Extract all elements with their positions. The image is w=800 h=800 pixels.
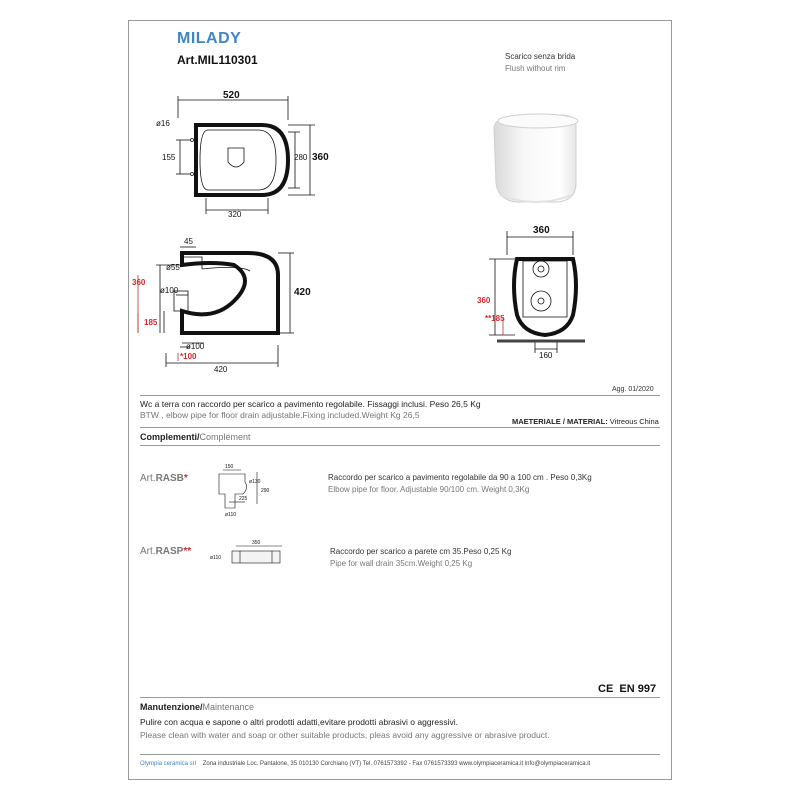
accessory-prefix: Art. <box>140 473 156 484</box>
dim-front-height: 360 <box>477 296 491 305</box>
update-date: Agg. 01/2020 <box>612 386 654 393</box>
dim-floor-dist: *100 <box>180 352 197 361</box>
complementi-heading <box>140 432 251 442</box>
accessory-rasp-code <box>140 546 191 557</box>
complementi-it: Complementi/ <box>140 432 200 442</box>
dim-front-width: 360 <box>533 225 550 236</box>
accessory-rasb-code <box>140 473 188 484</box>
maintenance-it: Pulire con acqua e sapone o altri prodotti adatti,evitare prodotti abrasivi o aggressivi. <box>140 717 458 727</box>
divider <box>140 697 660 698</box>
dim-width: 520 <box>223 90 240 101</box>
dim-front-base: 160 <box>539 351 553 360</box>
certification <box>598 683 656 695</box>
en-standard: EN 997 <box>619 683 657 695</box>
rasb-drawing <box>205 460 285 522</box>
dim-depth-outer: 360 <box>312 152 329 163</box>
rasb-desc-it: Raccordo per scarico a pavimento regolabile da 90 a 100 cm . Peso 0,3Kg <box>328 473 592 482</box>
dim-hole-spacing: 155 <box>162 153 176 162</box>
divider <box>140 427 660 428</box>
rasp-dim-b: ø110 <box>210 555 222 561</box>
material <box>512 417 659 426</box>
rasb-dim-a: 150 <box>225 464 234 470</box>
divider <box>140 395 660 396</box>
dim-length: 420 <box>214 365 228 374</box>
dim-holes: ø16 <box>156 119 170 128</box>
rasp-drawing <box>210 538 290 568</box>
dim-front-drain: **185 <box>485 314 505 323</box>
rasp-desc-en: Pipe for wall drain 35cm.Weight 0,25 Kg <box>330 559 473 568</box>
footer <box>140 761 590 767</box>
subtitle-it: Scarico senza brida <box>505 52 576 61</box>
ce-mark: CE <box>598 683 614 695</box>
divider <box>140 754 660 755</box>
description-en: BTW , elbow pipe for floor drain adjustable.Fixing included.Weight Kg 26,5 <box>140 410 420 420</box>
dim-base: 320 <box>228 210 242 219</box>
side-view-drawing <box>130 235 320 375</box>
rasp-dim-a: 350 <box>252 540 261 546</box>
subtitle-en: Flush without rim <box>505 64 566 73</box>
dim-floor-dia: ø100 <box>186 342 205 351</box>
description-it: Wc a terra con raccordo per scarico a pavimento regolabile. Fissaggi inclusi. Peso 26,5 Kg <box>140 399 481 409</box>
rasb-dim-b: ø130 <box>249 479 261 485</box>
maintenance-en-heading: Maintenance <box>202 702 255 712</box>
article-code: Art.MIL110301 <box>177 53 258 67</box>
rasb-desc-en: Elbow pipe for floor. Adjustable 90/100 cm. Weight 0,3Kg <box>328 485 530 494</box>
footer-address: Zona industriale Loc. Pantalone, 35 010130 Corchiano (VT) Tel. 0761573392 - Fax 0761573393 www.olympiaceramica.it info@olympiaceramica.it <box>202 761 591 767</box>
material-label: MAETERIALE / MATERIAL: <box>512 417 608 426</box>
divider <box>140 445 660 446</box>
accessory-code: RASP <box>155 546 184 557</box>
dim-drain-dia: ø100 <box>160 286 179 295</box>
dim-height-right: 420 <box>294 287 311 298</box>
product-photo <box>480 105 590 210</box>
dim-depth-inner: 280 <box>294 153 308 162</box>
footer-company: Olympia ceramica srl <box>140 761 197 767</box>
material-value: Vitreous China <box>609 417 659 426</box>
maintenance-heading <box>140 702 254 712</box>
rasb-dim-e: ø110 <box>225 512 237 518</box>
maintenance-it-heading: Manutenzione/ <box>140 702 203 712</box>
dim-drain-height: 185 <box>144 318 158 327</box>
rasb-dim-d: 225 <box>239 496 248 502</box>
dim-back: 45 <box>184 237 193 246</box>
rasp-desc-it: Raccordo per scarico a parete cm 35.Peso 0,25 Kg <box>330 547 512 556</box>
rasb-dim-c: 290 <box>261 488 270 494</box>
accessory-code: RASB <box>155 473 184 484</box>
front-view-drawing <box>475 225 590 360</box>
complementi-en: Complement <box>199 432 251 442</box>
product-name: MILADY <box>177 30 242 47</box>
accessory-prefix: Art. <box>140 546 156 557</box>
accessory-mark: * <box>183 473 188 484</box>
top-view-drawing <box>150 90 340 220</box>
maintenance-en: Please clean with water and soap or other suitable products, pleas avoid any aggressive or abrasive product. <box>140 730 550 740</box>
dim-inlet: ø55 <box>166 263 180 272</box>
accessory-mark: ** <box>183 546 192 557</box>
dim-height-left: 360 <box>132 278 146 287</box>
